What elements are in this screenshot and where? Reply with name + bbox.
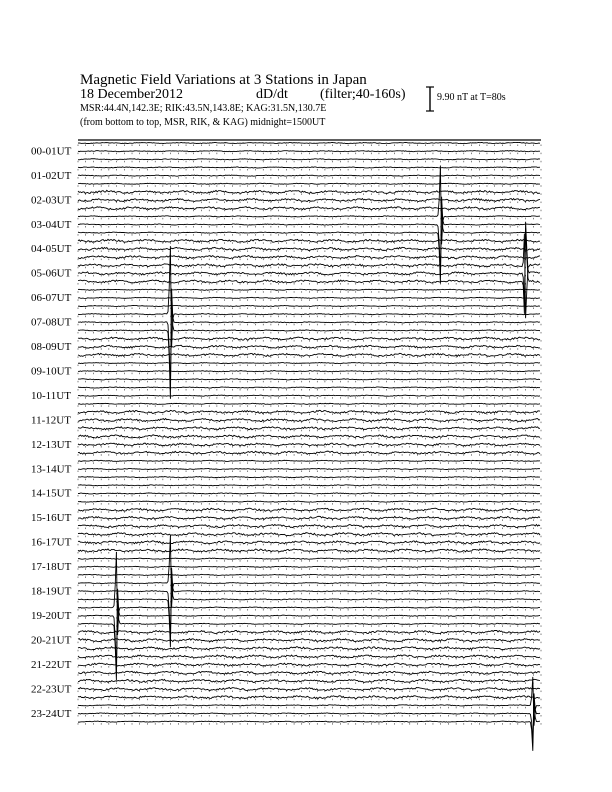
hour-label-18: 18-19UT <box>31 585 72 598</box>
component-text: dD/dt <box>256 87 288 102</box>
trace-2-1 <box>78 199 540 202</box>
trace-16-1 <box>78 541 540 544</box>
trace-20-0 <box>78 630 540 633</box>
trace-9-1 <box>78 371 540 372</box>
trace-21-1 <box>78 663 540 666</box>
trace-20-2 <box>78 647 540 650</box>
hour-label-7: 07-08UT <box>31 316 72 329</box>
trace-11-2 <box>78 427 540 430</box>
trace-22-0 <box>78 679 540 682</box>
trace-10-2 <box>78 403 540 404</box>
hour-label-12: 12-13UT <box>31 438 72 451</box>
hour-label-10: 10-11UT <box>31 389 71 402</box>
hour-label-4: 04-05UT <box>31 243 72 256</box>
trace-14-1 <box>78 493 540 494</box>
trace-11-1 <box>78 419 540 422</box>
trace-12-1 <box>78 443 540 446</box>
hour-label-0: 00-01UT <box>31 145 72 158</box>
trace-13-1 <box>78 468 540 469</box>
trace-7-2 <box>78 297 540 399</box>
station-coordinates: MSR:44.4N,142.3E; RIK:43.5N,143.8E; KAG:31.5N,130.7E <box>80 103 327 114</box>
trace-21-0 <box>78 655 540 658</box>
trace-16-0 <box>78 533 540 536</box>
trace-9-2 <box>78 379 540 380</box>
trace-4-0 <box>78 239 540 242</box>
trace-18-2 <box>78 576 540 648</box>
filter-text: (filter;40-160s) <box>320 87 406 102</box>
trace-12-2 <box>78 451 540 454</box>
trace-17-1 <box>78 566 540 567</box>
hour-label-17: 17-18UT <box>31 561 72 574</box>
trace-6-0 <box>78 289 540 290</box>
trace-8-0 <box>78 337 540 340</box>
trace-20-1 <box>78 639 540 642</box>
trace-15-0 <box>78 508 540 511</box>
trace-16-2 <box>78 549 540 552</box>
hour-label-23: 23-24UT <box>31 707 72 720</box>
trace-4-1 <box>78 247 540 250</box>
trace-18-1 <box>78 568 540 640</box>
trace-21-2 <box>78 671 540 674</box>
hour-label-11: 11-12UT <box>31 414 71 427</box>
station-order-note: (from bottom to top, MSR, RIK, & KAG) midnight=1500UT <box>80 117 326 128</box>
trace-1-0 <box>78 167 540 168</box>
hour-label-2: 02-03UT <box>31 194 72 207</box>
trace-14-0 <box>78 485 540 486</box>
hour-label-15: 15-16UT <box>31 512 72 525</box>
trace-8-2 <box>78 353 540 356</box>
trace-0-1 <box>78 151 540 152</box>
date-text: 18 December2012 <box>80 87 184 102</box>
trace-10-0 <box>78 387 540 388</box>
trace-22-1 <box>78 687 540 690</box>
trace-1-2 <box>78 183 540 184</box>
trace-9-0 <box>78 362 540 363</box>
trace-23-2 <box>78 702 540 751</box>
trace-12-0 <box>78 435 540 438</box>
hour-label-21: 21-22UT <box>31 658 72 671</box>
trace-2-0 <box>78 190 540 193</box>
trace-22-2 <box>78 696 540 699</box>
hour-label-14: 14-15UT <box>31 487 72 500</box>
trace-18-0 <box>78 535 540 607</box>
hour-label-22: 22-23UT <box>31 683 72 696</box>
trace-11-0 <box>78 410 540 413</box>
hour-label-16: 16-17UT <box>31 536 72 549</box>
hour-label-9: 09-10UT <box>31 365 72 378</box>
trace-17-0 <box>78 558 540 559</box>
trace-10-1 <box>78 395 540 396</box>
trace-15-1 <box>78 516 540 519</box>
trace-14-2 <box>78 501 540 502</box>
trace-8-1 <box>78 345 540 348</box>
trace-17-2 <box>78 574 540 575</box>
hour-label-20: 20-21UT <box>31 634 72 647</box>
hour-label-1: 01-02UT <box>31 169 72 182</box>
trace-23-1 <box>78 693 540 742</box>
hour-label-8: 08-09UT <box>31 341 72 354</box>
trace-6-1 <box>78 297 540 298</box>
trace-1-1 <box>78 175 540 176</box>
hour-label-6: 06-07UT <box>31 292 72 305</box>
trace-0-0 <box>78 142 540 143</box>
chart-title: Magnetic Field Variations at 3 Stations in Japan <box>80 72 367 88</box>
trace-23-0 <box>78 677 540 726</box>
trace-15-2 <box>78 524 540 527</box>
trace-4-2 <box>78 256 540 259</box>
scale-bar-label: 9.90 nT at T=80s <box>437 92 506 103</box>
hour-label-5: 05-06UT <box>31 267 72 280</box>
trace-13-0 <box>78 460 540 461</box>
hour-label-19: 19-20UT <box>31 609 72 622</box>
trace-0-2 <box>78 159 540 160</box>
hour-label-3: 03-04UT <box>31 218 72 231</box>
trace-6-2 <box>78 305 540 306</box>
trace-2-2 <box>78 207 540 210</box>
hour-label-13: 13-14UT <box>31 463 72 476</box>
trace-13-2 <box>78 477 540 478</box>
